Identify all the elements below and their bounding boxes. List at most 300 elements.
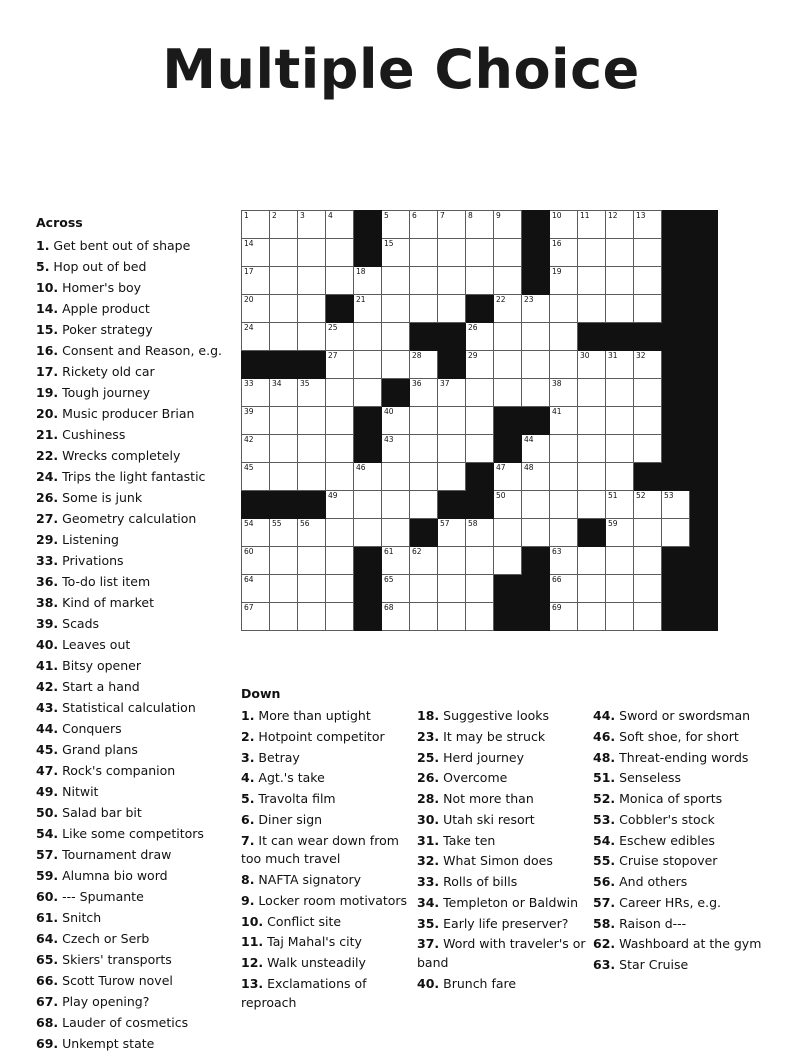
grid-cell[interactable] (522, 379, 550, 407)
clue-number: 57. (593, 894, 616, 910)
clue-number: 56. (593, 874, 616, 889)
grid-cell[interactable] (438, 407, 466, 435)
grid-cell[interactable] (326, 323, 354, 351)
grid-cell[interactable] (550, 603, 578, 631)
grid-block-cell (354, 603, 382, 631)
grid-cell[interactable] (606, 295, 634, 323)
grid-cell[interactable] (550, 323, 578, 351)
grid-cell[interactable] (354, 491, 382, 519)
grid-cell[interactable] (354, 463, 382, 491)
grid-block-cell (494, 435, 522, 463)
across-clue (36, 761, 232, 780)
grid-cell[interactable] (438, 379, 466, 407)
across-clue (36, 824, 232, 843)
grid-cell[interactable] (578, 547, 606, 575)
clue-text: Threat-ending words (615, 749, 749, 765)
grid-cell[interactable] (606, 379, 634, 407)
down-clue (593, 707, 763, 726)
grid-cell[interactable] (298, 547, 326, 575)
grid-cell[interactable] (242, 463, 270, 491)
grid-cell[interactable] (550, 435, 578, 463)
grid-cell[interactable] (522, 519, 550, 547)
grid-cell-number: 63 (552, 547, 562, 556)
grid-block-cell (690, 575, 718, 603)
grid-cell-number: 7 (440, 211, 445, 220)
grid-cell-number: 52 (636, 491, 646, 500)
grid-cell-number: 57 (440, 519, 450, 528)
grid-cell[interactable] (326, 239, 354, 267)
down-clue-column (241, 707, 417, 1014)
grid-cell[interactable] (494, 295, 522, 323)
grid-cell[interactable] (634, 435, 662, 463)
clue-text: Templeton or Baldwin (439, 894, 579, 910)
grid-cell[interactable] (550, 211, 578, 239)
grid-cell[interactable] (494, 491, 522, 519)
clue-number: 38. (36, 595, 59, 610)
grid-cell[interactable] (550, 491, 578, 519)
grid-cell[interactable] (354, 351, 382, 379)
clue-text: Alumna bio word (58, 868, 168, 883)
grid-cell[interactable] (494, 323, 522, 351)
grid-cell[interactable] (550, 379, 578, 407)
grid-cell[interactable] (438, 575, 466, 603)
grid-cell[interactable] (578, 295, 606, 323)
grid-cell[interactable] (494, 211, 522, 239)
grid-cell[interactable] (382, 491, 410, 519)
across-clue (36, 782, 232, 801)
grid-cell[interactable] (494, 463, 522, 491)
grid-block-cell (606, 323, 634, 351)
clue-text: Snitch (58, 910, 102, 925)
grid-cell[interactable] (578, 491, 606, 519)
clue-text: Career HRs, e.g. (615, 894, 721, 910)
clue-text: It may be struck (439, 728, 546, 744)
grid-cell[interactable] (550, 267, 578, 295)
grid-cell[interactable] (606, 267, 634, 295)
clue-text: Betray (254, 749, 300, 765)
grid-cell[interactable] (410, 267, 438, 295)
grid-cell[interactable] (382, 295, 410, 323)
grid-cell[interactable] (242, 519, 270, 547)
grid-cell[interactable] (382, 575, 410, 603)
clue-text: Utah ski resort (439, 811, 535, 827)
across-clue (36, 719, 232, 738)
grid-cell[interactable] (606, 351, 634, 379)
across-clue (36, 404, 232, 423)
grid-cell[interactable] (578, 603, 606, 631)
grid-cell[interactable] (522, 295, 550, 323)
grid-cell[interactable] (466, 351, 494, 379)
grid-cell[interactable] (410, 407, 438, 435)
grid-cell[interactable] (382, 547, 410, 575)
grid-cell[interactable] (298, 267, 326, 295)
grid-block-cell (690, 547, 718, 575)
grid-block-cell (466, 463, 494, 491)
grid-cell[interactable] (550, 407, 578, 435)
grid-cell[interactable] (298, 575, 326, 603)
grid-cell[interactable] (634, 267, 662, 295)
across-clue (36, 425, 232, 444)
grid-cell[interactable] (438, 295, 466, 323)
grid-cell[interactable] (606, 463, 634, 491)
grid-cell[interactable] (298, 603, 326, 631)
grid-cell-number: 34 (272, 379, 282, 388)
across-clue (36, 572, 232, 591)
grid-cell-number: 22 (496, 295, 506, 304)
clue-text: Czech or Serb (58, 931, 150, 946)
grid-cell[interactable] (242, 547, 270, 575)
grid-cell[interactable] (550, 575, 578, 603)
grid-block-cell (326, 295, 354, 323)
grid-cell[interactable] (550, 351, 578, 379)
grid-cell[interactable] (242, 211, 270, 239)
grid-cell[interactable] (466, 575, 494, 603)
grid-cell[interactable] (634, 547, 662, 575)
down-clue (593, 832, 763, 851)
grid-cell[interactable] (410, 239, 438, 267)
grid-cell[interactable] (270, 323, 298, 351)
grid-cell[interactable] (606, 491, 634, 519)
grid-cell[interactable] (298, 435, 326, 463)
grid-cell[interactable] (522, 435, 550, 463)
grid-cell[interactable] (298, 407, 326, 435)
clue-text: Tough journey (58, 385, 151, 400)
grid-cell[interactable] (606, 407, 634, 435)
across-clue (36, 908, 232, 927)
grid-cell[interactable] (466, 547, 494, 575)
grid-cell[interactable] (466, 603, 494, 631)
clue-text: Cushiness (58, 427, 126, 442)
clue-text: Soft shoe, for short (615, 728, 739, 744)
grid-cell[interactable] (298, 239, 326, 267)
clue-number: 36. (36, 574, 59, 589)
grid-cell[interactable] (466, 323, 494, 351)
grid-cell[interactable] (494, 519, 522, 547)
grid-cell[interactable] (410, 603, 438, 631)
clue-number: 25. (417, 749, 440, 765)
clue-number: 44. (593, 708, 616, 723)
grid-cell[interactable] (410, 547, 438, 575)
across-clue (36, 257, 232, 276)
grid-cell[interactable] (410, 379, 438, 407)
grid-cell[interactable] (354, 519, 382, 547)
grid-cell[interactable] (326, 463, 354, 491)
grid-cell[interactable] (634, 351, 662, 379)
down-heading: Down (241, 686, 281, 701)
grid-cell[interactable] (634, 575, 662, 603)
grid-cell[interactable] (298, 379, 326, 407)
grid-cell[interactable] (270, 239, 298, 267)
grid-cell[interactable] (466, 211, 494, 239)
grid-cell[interactable] (242, 239, 270, 267)
across-clue (36, 698, 232, 717)
grid-block-cell (662, 407, 690, 435)
down-clue (241, 790, 411, 809)
clue-number: 67. (36, 994, 59, 1009)
grid-cell-number: 18 (356, 267, 366, 276)
across-clue (36, 614, 232, 633)
grid-cell-number: 48 (524, 463, 534, 472)
grid-block-cell (690, 211, 718, 239)
grid-cell[interactable] (578, 267, 606, 295)
clue-number: 33. (36, 553, 59, 568)
grid-cell[interactable] (382, 519, 410, 547)
grid-cell[interactable] (410, 575, 438, 603)
grid-cell[interactable] (242, 435, 270, 463)
grid-row (242, 491, 718, 519)
grid-cell[interactable] (634, 603, 662, 631)
grid-cell[interactable] (354, 267, 382, 295)
crossword-grid[interactable] (241, 210, 718, 631)
grid-cell[interactable] (550, 295, 578, 323)
grid-cell[interactable] (494, 239, 522, 267)
grid-cell[interactable] (578, 463, 606, 491)
grid-cell[interactable] (270, 295, 298, 323)
grid-cell[interactable] (382, 351, 410, 379)
down-clue (593, 956, 763, 975)
grid-cell[interactable] (326, 351, 354, 379)
grid-cell[interactable] (326, 547, 354, 575)
grid-cell[interactable] (438, 435, 466, 463)
grid-cell[interactable] (438, 211, 466, 239)
grid-cell[interactable] (466, 407, 494, 435)
clue-number: 12. (241, 955, 264, 970)
grid-cell[interactable] (326, 491, 354, 519)
across-clue (36, 530, 232, 549)
grid-cell[interactable] (578, 407, 606, 435)
grid-cell[interactable] (634, 519, 662, 547)
grid-cell[interactable] (634, 379, 662, 407)
grid-cell[interactable] (382, 211, 410, 239)
clue-text: Trips the light fantastic (58, 469, 206, 484)
grid-cell[interactable] (382, 239, 410, 267)
grid-cell[interactable] (634, 211, 662, 239)
grid-cell[interactable] (326, 575, 354, 603)
grid-cell-number: 25 (328, 323, 338, 332)
down-clue (417, 894, 587, 913)
clue-number: 57. (36, 847, 59, 862)
grid-cell[interactable] (326, 435, 354, 463)
grid-cell[interactable] (438, 603, 466, 631)
grid-cell[interactable] (242, 603, 270, 631)
grid-cell[interactable] (438, 547, 466, 575)
grid-cell[interactable] (606, 547, 634, 575)
grid-cell[interactable] (522, 323, 550, 351)
across-clues (36, 213, 232, 1055)
grid-cell[interactable] (270, 407, 298, 435)
grid-cell[interactable] (634, 239, 662, 267)
grid-cell[interactable] (634, 491, 662, 519)
clue-number: 10. (241, 913, 264, 929)
grid-cell[interactable] (382, 407, 410, 435)
grid-cell[interactable] (270, 519, 298, 547)
clue-number: 44. (36, 721, 59, 736)
grid-cell[interactable] (606, 239, 634, 267)
grid-cell[interactable] (522, 463, 550, 491)
clue-number: 6. (241, 811, 255, 827)
grid-cell[interactable] (578, 435, 606, 463)
grid-cell[interactable] (382, 323, 410, 351)
grid-cell[interactable] (494, 351, 522, 379)
grid-cell[interactable] (606, 211, 634, 239)
grid-block-cell (354, 239, 382, 267)
grid-cell[interactable] (410, 211, 438, 239)
grid-table[interactable] (241, 210, 718, 631)
clue-number: 4. (241, 770, 255, 786)
grid-cell[interactable] (242, 407, 270, 435)
across-clue (36, 488, 232, 507)
down-clue (417, 707, 587, 726)
clue-text: Rolls of bills (439, 874, 518, 889)
grid-cell[interactable] (270, 211, 298, 239)
grid-cell[interactable] (326, 211, 354, 239)
grid-cell[interactable] (438, 267, 466, 295)
grid-cell[interactable] (270, 603, 298, 631)
clue-number: 5. (241, 791, 255, 806)
grid-block-cell (578, 519, 606, 547)
grid-cell[interactable] (326, 519, 354, 547)
clue-text: Taj Mahal's city (263, 934, 362, 950)
grid-cell[interactable] (578, 239, 606, 267)
clue-number: 1. (36, 238, 50, 253)
grid-row (242, 435, 718, 463)
grid-cell[interactable] (662, 519, 690, 547)
clue-number: 40. (36, 637, 59, 652)
grid-cell[interactable] (410, 491, 438, 519)
grid-cell[interactable] (242, 267, 270, 295)
grid-block-cell (270, 351, 298, 379)
down-clue-columns (241, 707, 771, 1014)
grid-cell[interactable] (326, 379, 354, 407)
grid-cell[interactable] (578, 211, 606, 239)
grid-block-cell (634, 463, 662, 491)
grid-cell[interactable] (550, 547, 578, 575)
grid-cell[interactable] (410, 351, 438, 379)
grid-cell[interactable] (494, 379, 522, 407)
grid-cell[interactable] (550, 463, 578, 491)
grid-cell[interactable] (270, 379, 298, 407)
grid-cell[interactable] (606, 603, 634, 631)
grid-cell[interactable] (298, 519, 326, 547)
grid-cell-number: 11 (580, 211, 590, 220)
grid-cell[interactable] (354, 295, 382, 323)
grid-cell[interactable] (382, 267, 410, 295)
grid-cell[interactable] (410, 463, 438, 491)
grid-cell-number: 16 (552, 239, 562, 248)
grid-cell[interactable] (578, 379, 606, 407)
grid-row (242, 575, 718, 603)
grid-cell[interactable] (522, 491, 550, 519)
grid-cell[interactable] (326, 267, 354, 295)
clue-number: 3. (241, 749, 255, 765)
grid-cell[interactable] (466, 267, 494, 295)
grid-cell[interactable] (662, 491, 690, 519)
across-clue (36, 656, 232, 675)
grid-cell[interactable] (270, 463, 298, 491)
grid-cell[interactable] (522, 351, 550, 379)
grid-row (242, 323, 718, 351)
grid-cell[interactable] (466, 435, 494, 463)
grid-cell[interactable] (466, 519, 494, 547)
grid-cell[interactable] (438, 519, 466, 547)
grid-cell[interactable] (466, 379, 494, 407)
grid-cell[interactable] (410, 435, 438, 463)
clue-text: Leaves out (58, 637, 131, 652)
grid-cell[interactable] (242, 323, 270, 351)
grid-cell[interactable] (606, 519, 634, 547)
clue-text: To-do list item (58, 574, 151, 589)
across-clue (36, 278, 232, 297)
grid-block-cell (662, 575, 690, 603)
clue-number: 64. (36, 931, 59, 946)
grid-cell[interactable] (578, 351, 606, 379)
clue-number: 31. (417, 832, 440, 848)
grid-cell[interactable] (578, 575, 606, 603)
grid-cell[interactable] (242, 379, 270, 407)
grid-cell-number: 15 (384, 239, 394, 248)
clue-text: Poker strategy (58, 322, 153, 337)
grid-cell-number: 37 (440, 379, 450, 388)
grid-cell-number: 30 (580, 351, 590, 360)
clue-number: 45. (36, 742, 59, 757)
grid-cell[interactable] (242, 295, 270, 323)
clue-text: Hop out of bed (49, 259, 147, 274)
grid-cell[interactable] (606, 435, 634, 463)
grid-cell[interactable] (634, 407, 662, 435)
grid-cell[interactable] (494, 267, 522, 295)
grid-cell[interactable] (270, 267, 298, 295)
grid-cell[interactable] (270, 435, 298, 463)
grid-cell[interactable] (438, 239, 466, 267)
grid-cell[interactable] (298, 323, 326, 351)
down-clue (593, 790, 763, 809)
grid-cell[interactable] (382, 463, 410, 491)
grid-cell-number: 23 (524, 295, 534, 304)
grid-cell[interactable] (494, 547, 522, 575)
grid-cell[interactable] (326, 603, 354, 631)
down-clue (417, 769, 587, 788)
grid-cell[interactable] (270, 575, 298, 603)
grid-cell[interactable] (606, 575, 634, 603)
grid-cell[interactable] (438, 463, 466, 491)
grid-cell[interactable] (550, 239, 578, 267)
clue-text: Geometry calculation (58, 511, 197, 526)
grid-cell[interactable] (354, 379, 382, 407)
grid-cell-number: 3 (300, 211, 305, 220)
grid-cell[interactable] (410, 295, 438, 323)
grid-cell[interactable] (242, 575, 270, 603)
clue-text: Locker room motivators (254, 892, 408, 908)
clue-number: 8. (241, 872, 255, 887)
grid-cell[interactable] (382, 435, 410, 463)
clue-number: 32. (417, 853, 440, 869)
grid-cell[interactable] (354, 323, 382, 351)
grid-cell[interactable] (466, 239, 494, 267)
clue-text: Grand plans (58, 742, 138, 757)
grid-block-cell (354, 211, 382, 239)
grid-cell[interactable] (298, 295, 326, 323)
grid-cell-number: 21 (356, 295, 366, 304)
grid-cell[interactable] (298, 463, 326, 491)
grid-cell[interactable] (270, 547, 298, 575)
across-clue (36, 236, 232, 255)
grid-cell[interactable] (326, 407, 354, 435)
grid-cell[interactable] (634, 295, 662, 323)
grid-cell[interactable] (550, 519, 578, 547)
grid-cell[interactable] (382, 603, 410, 631)
clue-number: 30. (417, 811, 440, 827)
grid-cell[interactable] (298, 211, 326, 239)
